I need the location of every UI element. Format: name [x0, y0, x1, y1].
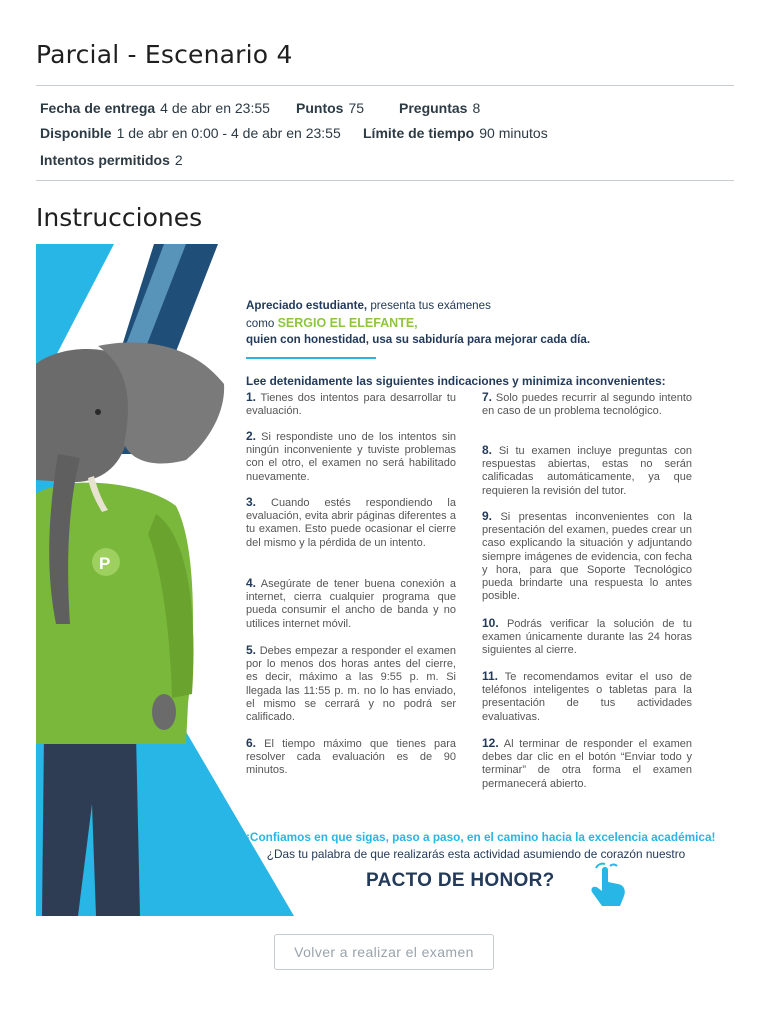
points: Puntos 75 [296, 100, 365, 116]
questions: Preguntas 8 [399, 100, 481, 116]
instruction-item: 10. Podrás verificar la solución de tu examen únicamente durante las 24 horas siguientes al cierre. [482, 616, 692, 657]
hand-pointer-icon [588, 862, 628, 908]
instruction-item: 3. Cuando estés respondiendo la evaluación, evita abrir páginas diferentes a tu examen. Esto puede ocasionar el cierre del mismo y la pérdida de un intento. [246, 495, 456, 549]
greeting: Apreciado estudiante, presenta tus exámenes como SERGIO EL ELEFANTE, quien con honestidad, usa su sabiduría para mejorar cada día. [246, 299, 591, 346]
instruction-item: 11. Te recomendamos evitar el uso de teléfonos inteligentes o tabletas para la presentación de tus actividades evaluativas. [482, 669, 692, 723]
instruction-item: 1. Tienes dos intentos para desarrollar tu evaluación. [246, 390, 456, 418]
time-limit: Límite de tiempo 90 minutos [363, 125, 548, 141]
divider-top [36, 85, 734, 86]
greeting-underline [246, 357, 376, 359]
page-title: Parcial - Escenario 4 [36, 40, 293, 69]
mascot-name: SERGIO EL ELEFANTE, [277, 315, 418, 330]
honor-pact-title: PACTO DE HONOR? [366, 870, 555, 891]
instruction-item: 4. Asegúrate de tener buena conexión a internet, cierra cualquier programa que pueda consumir el ancho de banda y no utilices internet móvil. [246, 576, 456, 630]
instructions-banner [36, 244, 734, 916]
retake-quiz-button[interactable]: Volver a realizar el examen [274, 934, 494, 970]
trust-message: ¡Confiamos en que sigas, paso a paso, en el camino hacia la excelencia académica! [246, 830, 716, 844]
instruction-item: 12. Al terminar de responder el examen debes dar clic en el botón “Enviar todo y terminar” de otra forma el examen permanecerá abierto. [482, 736, 692, 790]
instructions-lead: Lee detenidamente las siguientes indicaciones y minimiza inconvenientes: [246, 374, 666, 388]
instruction-item: 7. Solo puedes recurrir al segundo intento en caso de un problema tecnológico. [482, 390, 692, 418]
instruction-item: 8. Si tu examen incluye preguntas con respuestas abiertas, estas no serán calificadas automáticamente, ya que requieren la revisión del tutor. [482, 443, 692, 497]
divider-bottom [36, 180, 734, 181]
due-date: Fecha de entrega 4 de abr en 23:55 [40, 100, 270, 116]
svg-text:P: P [99, 554, 111, 573]
availability: Disponible 1 de abr en 0:00 - 4 de abr en 23:55 [40, 125, 341, 141]
instructions-heading: Instrucciones [36, 203, 203, 232]
honor-question: ¿Das tu palabra de que realizarás esta actividad asumiendo de corazón nuestro [266, 847, 686, 861]
instruction-item: 6. El tiempo máximo que tienes para resolver cada evaluación es de 90 minutos. [246, 736, 456, 777]
instruction-item: 2. Si respondiste uno de los intentos sin ningún inconveniente y tuviste problemas con el otro, el examen no será habilitado nuevamente. [246, 429, 456, 483]
attempts-allowed: Intentos permitidos 2 [40, 152, 183, 168]
instruction-item: 5. Debes empezar a responder el examen por lo menos dos horas antes del cierre, es decir, máximo a las 9:55 p. m. Si llegada las 11:55 p. m. no lo has enviado, el mismo se cerrará y no podrá ser calificado. [246, 643, 456, 724]
instruction-item: 9. Si presentas inconvenientes con la presentación del examen, puedes crear un caso explicando la situación y adjuntando siempre imágenes de evidencia, con fecha y hora, para que Soporte Tecnológico pueda brindarte una respuesta lo antes posible. [482, 509, 692, 603]
